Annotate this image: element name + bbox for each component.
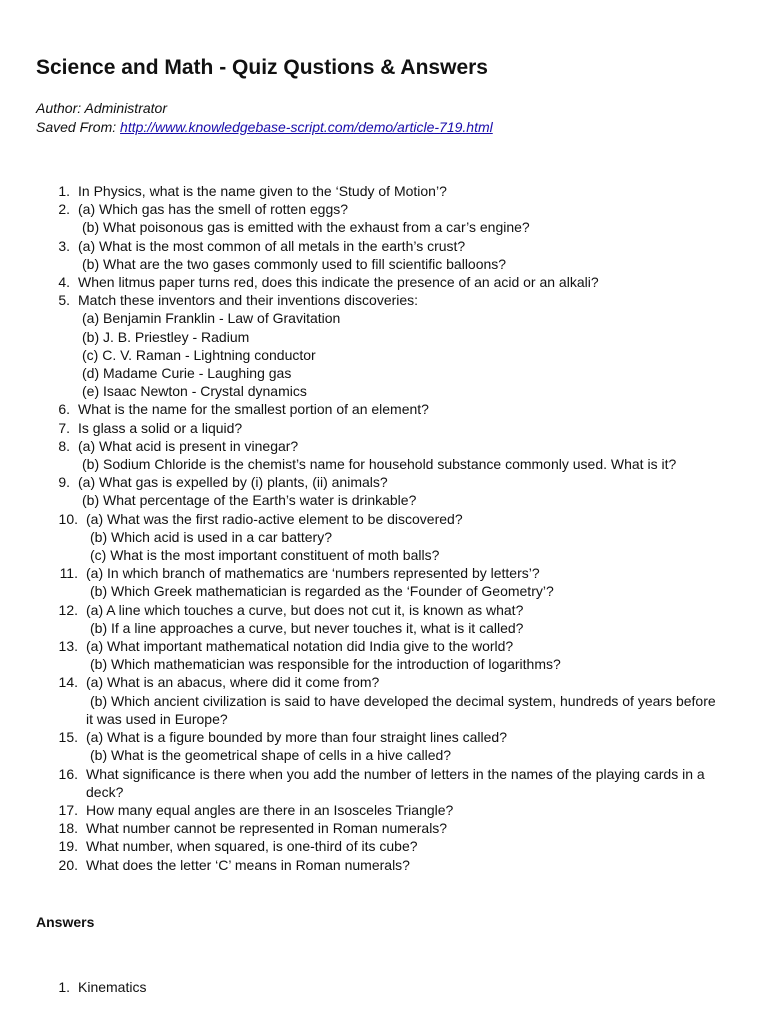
question-item bbox=[0, 291, 740, 400]
question-item-number: 17. bbox=[58, 801, 78, 818]
question-item-number: 1. bbox=[58, 183, 70, 199]
question-item-number: 20. bbox=[58, 856, 78, 873]
question-item-number: 19. bbox=[58, 838, 78, 855]
question-item bbox=[0, 419, 740, 437]
question-item-subpart: (b) What is the geometrical shape of cells in a hive called? bbox=[90, 747, 452, 764]
saved-from-label: Saved From: bbox=[36, 119, 117, 135]
question-item-subpart: (b) Sodium Chloride is the chemist’s name for household substance commonly used. What is it? bbox=[82, 456, 677, 473]
question-item bbox=[0, 273, 740, 291]
question-item-number: 12. bbox=[58, 601, 78, 618]
question-item-number: 6. bbox=[58, 401, 70, 418]
question-item-text: What significance is there when you add the number of letters in the names of the playing cards in a bbox=[86, 765, 705, 782]
question-item-subpart: (b) Which Greek mathematician is regarded as the ‘Founder of Geometry’? bbox=[90, 583, 554, 600]
question-item bbox=[0, 200, 740, 236]
question-item-number: 18. bbox=[58, 820, 78, 837]
question-item-text: Match these inventors and their inventions discoveries: bbox=[78, 292, 419, 309]
question-item bbox=[0, 673, 740, 728]
question-item-subpart: (d) Madame Curie - Laughing gas bbox=[82, 365, 292, 382]
question-item-number: 9. bbox=[58, 474, 70, 491]
question-item-number: 15. bbox=[58, 729, 78, 746]
question-item-number: 4. bbox=[58, 274, 70, 291]
question-item bbox=[0, 237, 740, 273]
question-item bbox=[0, 473, 740, 509]
question-item-subpart: (b) J. B. Priestley - Radium bbox=[82, 328, 250, 345]
question-item-text: (a) A line which touches a curve, but does not cut it, is known as what? bbox=[86, 601, 524, 618]
question-item-text: What number cannot be represented in Roman numerals? bbox=[86, 820, 448, 837]
question-item-text: Is glass a solid or a liquid? bbox=[78, 419, 243, 436]
question-item-number: 14. bbox=[58, 674, 78, 691]
saved-from-line bbox=[36, 118, 493, 137]
question-item-number: 16. bbox=[58, 765, 78, 782]
question-item bbox=[0, 856, 740, 874]
question-item-subpart: (b) What are the two gases commonly used to fill scientific balloons? bbox=[82, 255, 507, 272]
question-item-number: 3. bbox=[58, 237, 70, 254]
answer-item-text: Kinematics bbox=[78, 979, 147, 995]
question-item bbox=[0, 637, 740, 673]
source-url-link[interactable]: http://www.knowledgebase-script.com/demo/article-719.html bbox=[120, 119, 493, 135]
question-item bbox=[0, 801, 740, 819]
question-item-subpart: (b) Which mathematician was responsible for the introduction of logarithms? bbox=[90, 656, 561, 673]
question-item bbox=[0, 400, 740, 418]
question-item-number: 10. bbox=[58, 510, 78, 527]
question-item-text: (a) What is the most common of all metals in the earth’s crust? bbox=[78, 237, 466, 254]
question-item bbox=[0, 182, 740, 200]
question-item-subpart: (b) If a line approaches a curve, but never touches it, what is it called? bbox=[90, 619, 524, 636]
question-item-subpart: (b) Which acid is used in a car battery? bbox=[90, 528, 332, 545]
question-item-text: What number, when squared, is one-third of its cube? bbox=[86, 838, 418, 855]
question-item bbox=[0, 437, 740, 473]
question-item-text: (a) In which branch of mathematics are ‘numbers represented by letters’? bbox=[86, 565, 540, 582]
answers-heading: Answers bbox=[36, 914, 95, 930]
question-item-subpart: (e) Isaac Newton - Crystal dynamics bbox=[82, 383, 307, 400]
question-item-subpart: (b) What percentage of the Earth’s water is drinkable? bbox=[82, 492, 417, 509]
question-item-number: 11. bbox=[59, 565, 78, 582]
question-item-subpart: (a) Benjamin Franklin - Law of Gravitation bbox=[82, 310, 341, 327]
document-meta bbox=[36, 99, 493, 137]
question-item-subpart: (b) Which ancient civilization is said to have developed the decimal system, hundreds of years before bbox=[90, 692, 716, 709]
question-item-subpart: (b) What poisonous gas is emitted with the exhaust from a car’s engine? bbox=[82, 219, 530, 236]
question-item-text: (a) What important mathematical notation did India give to the world? bbox=[86, 638, 514, 655]
author-line: Author: Administrator bbox=[36, 100, 167, 116]
question-item-text: What is the name for the smallest portion of an element? bbox=[78, 401, 429, 418]
question-item-text: (a) Which gas has the smell of rotten eggs? bbox=[78, 201, 349, 218]
question-item-number: 8. bbox=[58, 437, 70, 454]
answer-list bbox=[0, 978, 740, 996]
question-item-text: (a) What was the first radio-active element to be discovered? bbox=[86, 510, 463, 527]
question-item-subpart: (c) What is the most important constituent of moth balls? bbox=[90, 547, 440, 564]
question-item-text: When litmus paper turns red, does this indicate the presence of an acid or an alkali? bbox=[78, 274, 599, 291]
question-item-text: (a) What is an abacus, where did it come from? bbox=[86, 674, 380, 691]
question-item-subpart: it was used in Europe? bbox=[86, 710, 228, 727]
answer-item-number: 1. bbox=[58, 979, 70, 995]
question-list bbox=[0, 182, 740, 874]
question-item bbox=[0, 819, 740, 837]
question-item bbox=[0, 837, 740, 855]
question-item-text: (a) What acid is present in vinegar? bbox=[78, 437, 299, 454]
question-item-subpart: deck? bbox=[86, 783, 124, 800]
page-title: Science and Math - Quiz Qustions & Answers bbox=[36, 56, 488, 79]
question-item-text: In Physics, what is the name given to the ‘Study of Motion’? bbox=[78, 183, 447, 199]
answer-item bbox=[0, 978, 740, 996]
question-item-text: (a) What is a figure bounded by more than four straight lines called? bbox=[86, 729, 508, 746]
question-item bbox=[0, 765, 740, 801]
question-item bbox=[0, 564, 740, 600]
question-item-number: 7. bbox=[58, 419, 70, 436]
question-item-text: (a) What gas is expelled by (i) plants, (ii) animals? bbox=[78, 474, 388, 491]
question-item-number: 13. bbox=[58, 638, 78, 655]
question-item bbox=[0, 601, 740, 637]
question-item bbox=[0, 510, 740, 565]
question-item-text: How many equal angles are there in an Isosceles Triangle? bbox=[86, 801, 454, 818]
question-item-number: 5. bbox=[58, 292, 70, 309]
question-item-subpart: (c) C. V. Raman - Lightning conductor bbox=[82, 346, 316, 363]
question-item-number: 2. bbox=[58, 201, 70, 218]
question-item bbox=[0, 728, 740, 764]
question-item-text: What does the letter ‘C’ means in Roman numerals? bbox=[86, 856, 410, 873]
